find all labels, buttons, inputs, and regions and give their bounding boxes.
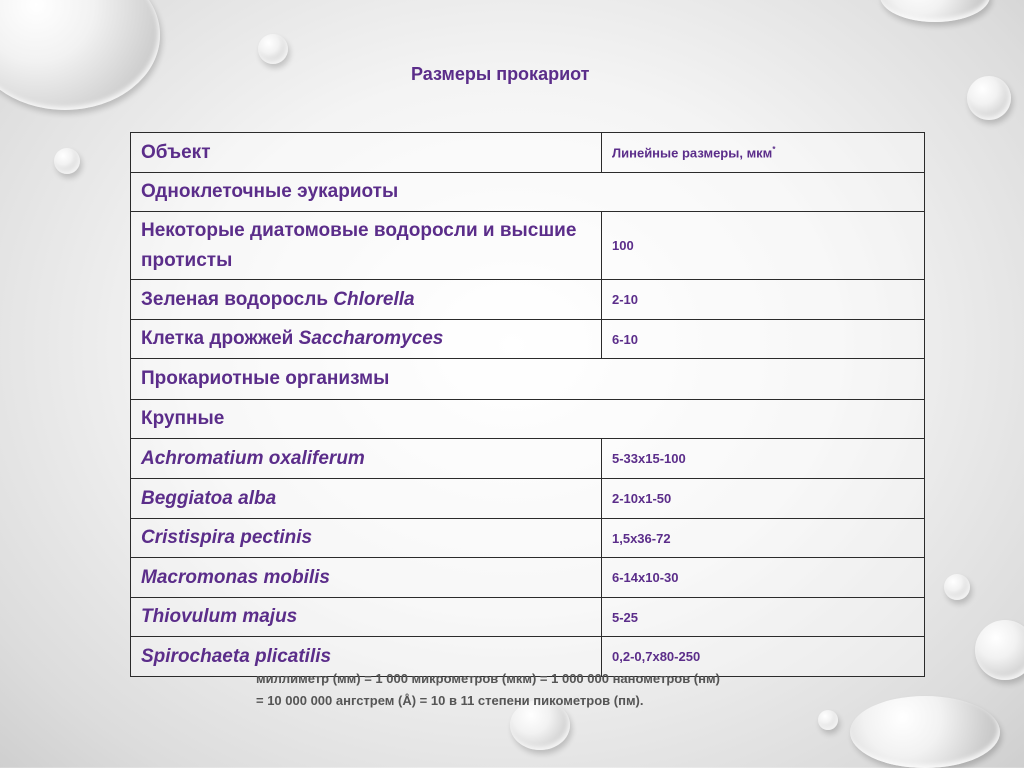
water-drop-decoration	[258, 34, 288, 64]
organism-name: Macromonas mobilis	[131, 558, 602, 598]
organism-name: Spirochaeta plicatilis	[131, 637, 602, 677]
organism-name: Thiovulum majus	[131, 598, 602, 637]
organism-size: 5-25	[602, 598, 925, 637]
organism-size: 6-10	[602, 320, 925, 359]
page-title: Размеры прокариот	[411, 64, 590, 84]
water-drop-decoration	[818, 710, 838, 730]
table-row	[131, 173, 925, 212]
organism-genus: Saccharomyces	[298, 328, 444, 349]
header-size	[602, 133, 925, 173]
table-row	[131, 280, 925, 320]
organism-size: 6-14x10-30	[602, 558, 925, 598]
organism-size: 2-10x1-50	[602, 479, 925, 519]
unit-footnote: миллиметр (мм) = 1 000 микрометров (мкм) = 1 000 000 нанометров (нм) = 10 000 000 ангстрем (Å) = 10 в 11 степени пикометров (пм).	[256, 671, 720, 708]
header-size-label: Линейные размеры, мкм	[612, 145, 773, 161]
organism-size: 1,5x36-72	[602, 519, 925, 558]
table-row	[131, 439, 925, 479]
header-object: Объект	[131, 133, 602, 173]
organism-size: 2-10	[602, 280, 925, 320]
section-label: Одноклеточные эукариоты	[131, 173, 925, 212]
table-row	[131, 558, 925, 598]
organism-name: Некоторые диатомовые водоросли и высшие протисты	[131, 212, 602, 280]
sizes-table	[130, 132, 925, 677]
water-drop-decoration	[0, 0, 160, 110]
water-drop-decoration	[975, 620, 1024, 680]
table-row	[131, 359, 925, 400]
table-row	[131, 400, 925, 439]
section-label: Прокариотные организмы	[131, 359, 925, 400]
organism-name	[131, 320, 602, 359]
water-drop-decoration	[944, 574, 970, 600]
organism-genus: Chlorella	[333, 288, 415, 310]
water-drop-decoration	[54, 148, 80, 174]
organism-name: Cristispira pectinis	[131, 519, 602, 558]
organism-size: 5-33x15-100	[602, 439, 925, 479]
table-row	[131, 212, 925, 280]
header-size-mark: *	[772, 144, 776, 154]
table-row	[131, 320, 925, 359]
organism-name	[131, 280, 602, 320]
table-row	[131, 519, 925, 558]
table-row	[131, 479, 925, 519]
water-drop-decoration	[850, 696, 1000, 768]
organism-name: Achromatium oxaliferum	[131, 439, 602, 479]
organism-name: Beggiatoa alba	[131, 479, 602, 519]
organism-size: 0,2-0,7x80-250	[602, 637, 925, 677]
water-drop-decoration	[880, 0, 990, 22]
section-label: Крупные	[131, 400, 925, 439]
water-drop-decoration	[967, 76, 1011, 120]
organism-size: 100	[602, 212, 925, 280]
table-header-row	[131, 133, 925, 173]
organism-name-prefix: Клетка дрожжей	[141, 328, 294, 349]
table-row	[131, 598, 925, 637]
organism-name-prefix: Зеленая водоросль	[141, 288, 328, 310]
